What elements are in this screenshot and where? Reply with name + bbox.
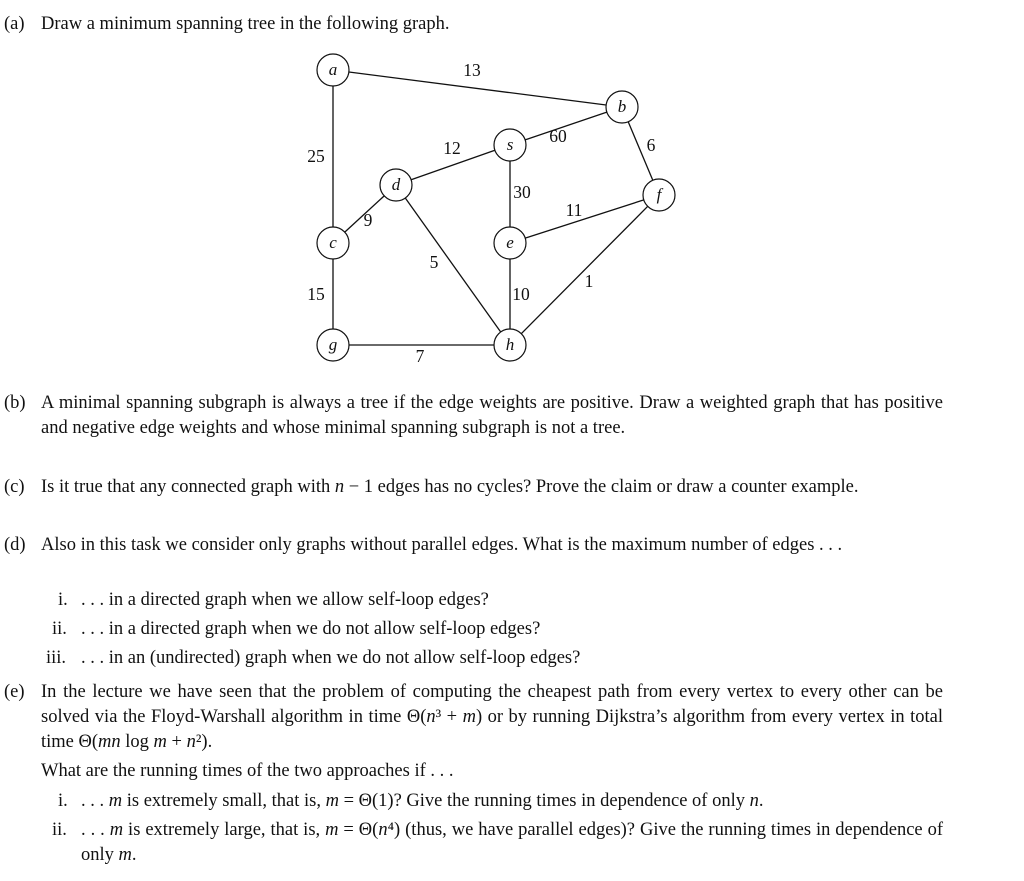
part-e-m1: n (426, 707, 436, 727)
node-h (494, 329, 526, 361)
e-i-m3: n (749, 791, 759, 811)
e-ii-c: = Θ( (338, 820, 379, 840)
node-label-e: e (506, 232, 514, 252)
part-d-item-2-text: . . . in a directed graph when we do not allow self-loop edges? (81, 619, 541, 639)
part-e-t1e: + (166, 732, 187, 752)
node-label-g: g (328, 334, 338, 354)
part-e-m3: mn (98, 732, 121, 752)
edge-weight-d-s: 12 (443, 138, 461, 159)
edge-weight-s-b: 60 (549, 126, 567, 147)
node-label-s: s (506, 134, 514, 154)
part-e-m2: m (462, 707, 476, 727)
e-ii-b: is extremely large, that is, (123, 820, 326, 840)
part-d-item-1-text: . . . in a directed graph when we allow self-loop edges? (81, 590, 489, 610)
edge-weight-a-b: 13 (463, 60, 481, 81)
edge-weight-g-h: 7 (415, 346, 425, 367)
node-s (494, 129, 526, 161)
node-label-f: f (656, 184, 662, 204)
e-ii-e: . (131, 845, 137, 865)
e-i-c: = Θ(1)? Give the running times in dependence of only (338, 791, 750, 811)
part-a-text: Draw a minimum spanning tree in the following graph. (41, 14, 450, 34)
part-b-text: A minimal spanning subgraph is always a tree if the edge weights are positive. Draw a weighted graph that has positive and negative edge weights and whose minimal spanning subgraph is not a tree. (41, 393, 943, 438)
node-label-h: h (505, 334, 515, 354)
part-d-item-3-num: iii. (46, 648, 67, 668)
node-label-a: a (328, 59, 338, 79)
part-e-t1b: ³ + (435, 707, 463, 727)
part-d-item-2-num: ii. (52, 619, 67, 639)
part-e-m4: m (153, 732, 167, 752)
e-ii-a: . . . (81, 820, 110, 840)
part-e-t1c: ) or by running Dijkstra’s algorithm from every vertex in total time Θ( (41, 707, 943, 752)
edge-e-f (525, 200, 644, 238)
e-i-b: is extremely small, that is, (122, 791, 326, 811)
part-e-text-2: What are the running times of the two approaches if . . . (41, 761, 454, 781)
edge-weight-c-d: 9 (363, 210, 373, 231)
part-d-text: Also in this task we consider only graphs without parallel edges. What is the maximum number of edges . . . (41, 535, 843, 555)
part-e-text-1 (41, 680, 943, 755)
node-f (643, 179, 675, 211)
e-ii-d: ⁴) (thus, we have parallel edges)? Give the running times in dependence of only (81, 820, 943, 865)
e-ii-m4: m (118, 845, 132, 865)
node-label-c: c (329, 232, 337, 252)
part-c-text (41, 475, 943, 500)
e-ii-m1: m (109, 820, 124, 840)
node-e (494, 227, 526, 259)
part-e-m5: n (186, 732, 196, 752)
e-ii-m3: n (378, 820, 388, 840)
part-e-item-1-num: i. (58, 791, 68, 811)
node-a (317, 54, 349, 86)
edge-weight-b-f: 6 (646, 135, 656, 156)
node-label-d: d (391, 174, 401, 194)
part-e-item-2-text (81, 818, 943, 868)
edge-weight-h-f: 1 (584, 271, 594, 292)
edge-h-f (521, 206, 647, 333)
edge-weight-e-f: 11 (565, 200, 583, 221)
part-e-item-1-text (81, 789, 763, 813)
node-d (380, 169, 412, 201)
part-e-label: (e) (4, 682, 25, 702)
graph-figure (0, 0, 1024, 380)
e-i-d: . (758, 791, 764, 811)
edge-weight-d-h: 5 (429, 252, 439, 273)
part-e-item-2-num: ii. (52, 820, 67, 840)
part-c-pre: Is it true that any connected graph with (41, 477, 335, 497)
e-ii-m2: m (325, 820, 339, 840)
node-b (606, 91, 638, 123)
part-c-mid: − 1 edges has no cycles? Prove the claim or draw a counter example. (344, 477, 859, 497)
part-e-t1f: ²). (195, 732, 213, 752)
edge-weight-c-g: 15 (307, 284, 325, 305)
node-c (317, 227, 349, 259)
part-c-label: (c) (4, 477, 25, 497)
part-e-t1d: log (120, 732, 154, 752)
part-e-t1a: In the lecture we have seen that the problem of computing the cheapest path from every vertex to every other can be solved via the Floyd-Warshall algorithm in time Θ( (41, 682, 943, 727)
part-d-item-1-num: i. (58, 590, 68, 610)
graph-edges (333, 72, 653, 345)
part-a-label: (a) (4, 14, 25, 34)
e-i-m1: m (108, 791, 123, 811)
part-c-math-n: n (334, 477, 345, 497)
node-g (317, 329, 349, 361)
edge-d-h (405, 198, 500, 332)
part-d-item-3-text: . . . in an (undirected) graph when we do not allow self-loop edges? (81, 648, 581, 668)
edge-weight-s-e: 30 (513, 182, 531, 203)
edge-weight-e-h: 10 (512, 284, 530, 305)
part-b-label: (b) (4, 393, 26, 413)
node-label-b: b (617, 96, 627, 116)
edge-weight-a-c: 25 (307, 146, 325, 167)
e-i-m2: m (325, 791, 339, 811)
e-i-a: . . . (81, 791, 109, 811)
part-d-label: (d) (4, 535, 26, 555)
